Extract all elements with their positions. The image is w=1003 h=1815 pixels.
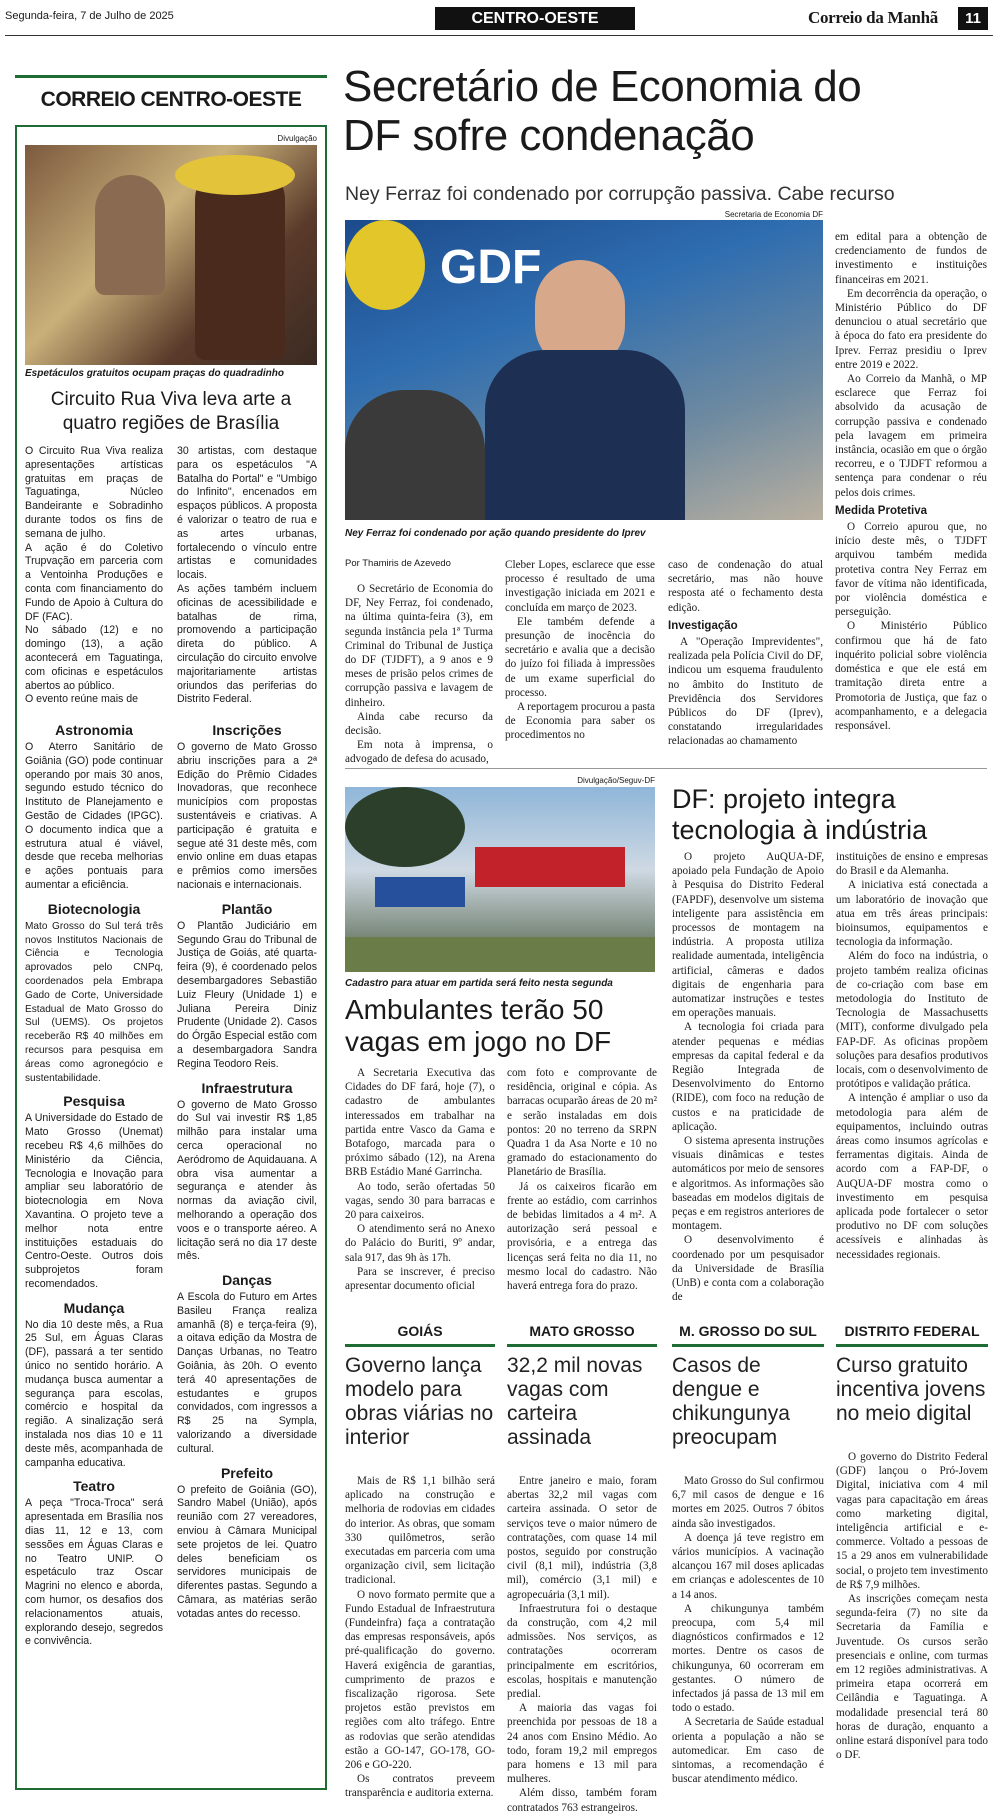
paragraph: A intenção é ampliar o uso da metodologia para além de equipamentos, incluindo outras áreas como insumos agrícolas e ferramentas digitais. Ainda de acordo com a FAP-DF, o AuQUA-DF mostra como o investimento em pesquisa aplicada pode fortalecer o setor produtivo no DF com soluções acessíveis e alinhadas às necessidades regionais. <box>836 1092 988 1261</box>
man-suit <box>485 350 685 520</box>
brief-text: O Plantão Judiciário em Segundo Grau do Tribunal de Justiça de Goiás, até quarta-feira (9), é coordenado pelos desembargadores Sebastião Luiz Fleury (Unidade 1) e Juliana Pereira Diniz Prudente (Unidade 2). Casos do Órgão Especial estão com a desembargadora Sandra Regina Teodoro Reis. <box>177 919 317 1070</box>
tent-red <box>475 847 625 887</box>
brief-title: Biotecnologia <box>47 900 141 917</box>
bottom-ms <box>672 1323 824 1786</box>
main-col3 <box>668 558 823 749</box>
sidebar-photo <box>25 145 317 365</box>
brief-text: O governo de Mato Grosso do Sul vai investir R$ 1,85 milhão para instalar uma cerca operacional no Aeródromo de Aquidauana. A obra visa aumentar a segurança e atender às normas da aviação civil, melhorando a operação dos voos e o transporte aéreo. A licitação será no dia 17 deste mês. <box>177 1098 317 1263</box>
main-col4 <box>835 230 987 733</box>
page-number: 11 <box>958 7 988 30</box>
paragraph: A maioria das vagas foi preenchida por pessoas de 18 a 24 anos com Ensino Médio. Ao todo, foram 19,2 mil empregos para homens e 13 mil para mulheres. <box>507 1702 657 1786</box>
brief-title: Mudança <box>63 1299 125 1316</box>
paragraph: O atendimento será no Anexo do Palácio do Buriti, 9º andar, sala 917, das 9h às 17h. <box>345 1223 495 1264</box>
sidebar-caption: Espetáculos gratuitos ocupam praças do quadradinho <box>25 368 284 379</box>
brief-body <box>345 1474 495 1801</box>
paragraph: A Secretaria Executiva das Cidades do DF fará, hoje (7), o cadastro de ambulantes interessados em trabalhar na partida entre Vasco da Gama e Botafogo, marcada para o próximo sábado (12), na Arena BRB Estádio Mané Garrincha. <box>345 1067 495 1179</box>
yellow-tree <box>345 220 425 310</box>
brief-title: Plantão <box>221 900 273 917</box>
main-photo <box>345 220 823 520</box>
brief-title: Pesquisa <box>63 1093 125 1110</box>
performer-left <box>95 175 165 295</box>
gdf-logo: GDF <box>440 241 542 294</box>
main-headline: Secretário de Economia do DF sofre condenação <box>343 62 862 160</box>
section-label: DISTRITO FEDERAL <box>844 1323 980 1339</box>
sidebar-intro-left <box>25 445 163 707</box>
intro-p2: A ação é do Coletivo Trupvação em parceria com a Ventoinha Produções e conta com financiamento do Fundo de Apoio à Cultura do DF (FAC). <box>25 541 163 623</box>
intro-p5: 30 artistas, com destaque para os espetáculos "A Batalha do Portal" e "Umbigo do Infinito", encenados em espaços públicos. A proposta é valorizar o teatro de rua e as artes urbanas, fortalecendo o vínculo entre artistas e comunidades locais. <box>177 445 317 582</box>
paragraph: A reportagem procurou a pasta de Economia para saber os procedimentos no <box>505 701 655 742</box>
intro-p3: No sábado (12) e no domingo (13), a ação acontecerá em Taguatinga, com oficinas e espetáculos abertos ao público. <box>25 624 163 692</box>
amb-col2 <box>507 1066 657 1293</box>
paragraph: A tecnologia foi criada para atender pequenas e médias empresas da capital federal e da Região Integrada de Desenvolvimento do Entorno (RIDE), com foco na redução de custos e na praticidade de aplicação. <box>672 1021 824 1133</box>
brand-logo: Correio da Manhã <box>808 8 938 27</box>
subhead-investigacao: Investigação <box>668 619 738 632</box>
amb-photo-credit: Divulgação/Seguv-DF <box>577 776 655 785</box>
paragraph: Ao todo, serão ofertadas 50 vagas, sendo 30 para barracas e 20 para caixeiros. <box>345 1180 495 1222</box>
tent-blue <box>375 877 465 907</box>
paragraph: A chikungunya também preocupa, com 5,4 mil diagnósticos confirmados e 12 mortes. Dentre os casos de chikungunya, 60 ocorreram em gestantes. O número de infectados já passa de 13 mil em todo o estado. <box>672 1602 824 1715</box>
brief-title: Astronomia <box>55 722 133 738</box>
brief-headline: Casos de dengue e chikungunya preocupam <box>672 1354 790 1449</box>
foreground-person <box>345 390 485 520</box>
tree <box>345 787 465 867</box>
brief-body <box>507 1474 657 1815</box>
tech-col1 <box>672 850 824 1305</box>
divider <box>345 768 987 769</box>
main-photo-credit: Secretaria de Economia DF <box>724 210 823 219</box>
sidebar-briefs-left <box>25 722 163 1649</box>
paragraph: A iniciativa está conectada a um laboratório de inovação que atua em três áreas principais: bioinsumos, equipamentos e tecnologia da informação. <box>836 879 988 949</box>
paragraph: em edital para a obtenção de credenciamento de fundos de investimento e instituições financeiras em 2021. <box>835 231 987 286</box>
ground <box>345 937 655 972</box>
paragraph: O governo do Distrito Federal (GDF) lançou o Pró-Jovem Digital, iniciativa com 4 mil vagas para capacitação em áreas como marketing digital, inteligência artificial e e-commerce. Voltado a pessoas de 15 a 29 anos em vulnerabilidade social, o projeto tem investimento de R$ 7,9 milhões. <box>836 1451 988 1591</box>
section-bar <box>672 1344 824 1347</box>
brief-text: A Universidade do Estado de Mato Grosso (Unemat) recebeu R$ 4,6 milhões do Ministério da Ciência, Tecnologia e Inovação para ampliar seu laboratório de biotecnologia em Nova Xavantina. O projeto teve a melhor nota entre instituições estaduais do Centro-Oeste. Outros dois subprojetos foram recomendados. <box>25 1112 163 1290</box>
bottom-mato-grosso <box>507 1323 657 1815</box>
brief-text: O prefeito de Goiânia (GO), Sandro Mabel (União), após reunião com 27 vereadores, enviou à Câmara Municipal sete projetos de lei. Quatro deles beneficiam os servidores municipais de diferentes pastas. Segundo a Câmara, as matérias serão votadas antes do recesso. <box>177 1483 317 1620</box>
bottom-goias <box>345 1323 495 1801</box>
section-label: M. GROSSO DO SUL <box>679 1323 817 1339</box>
byline: Por Thamiris de Azevedo <box>345 558 451 569</box>
main-subhead: Ney Ferraz foi condenado por corrupção passiva. Cabe recurso <box>345 183 895 205</box>
header-rule <box>5 35 993 36</box>
brief-headline: Governo lança modelo para obras viárias no interior <box>345 1354 494 1449</box>
section-bar <box>507 1344 657 1347</box>
brief-title: Inscrições <box>212 722 282 738</box>
paragraph: Infraestrutura foi o destaque da construção, com 4,2 mil admissões. Nos serviços, as contratações ocorreram principalmente em escritórios, escolas, hospitais e manutenção predial. <box>507 1602 657 1701</box>
paragraph: Já os caixeiros ficarão em frente ao estádio, com carrinhos de bebidas limitados a 4 m². A autorização será pessoal e provisória, e a entrega das licenças será feita no dia 11, no mesmo local do cadastro. Não haverá entrega fora do prazo. <box>507 1180 657 1293</box>
brief-headline: 32,2 mil novas vagas com carteira assinada <box>507 1354 643 1449</box>
date-line: Segunda-feira, 7 de Julho de 2025 <box>5 10 174 22</box>
paragraph: Além disso, também foram contratados 763 estrangeiros. <box>507 1787 657 1814</box>
brief-text: O Aterro Sanitário de Goiânia (GO) pode continuar operando por mais 30 anos, segundo estudo técnico do Instituto de Planejamento e Gestão de Cidades (IPGC). O documento indica que a estrutura atual é viável, desde que receba melhorias e ações pontuais para aumentar a eficiência. <box>25 741 163 891</box>
brief-text: A Escola do Futuro em Artes Basileu França realiza amanhã (8) e terça-feira (9), a oitava edição da Mostra de Danças Urbanas, no Teatro Goiânia, às 20h. O evento terá 40 apresentações de estudantes e grupos convidados, com ingressos a R$ 25 na Sympla, valorizando a diversidade cultural. <box>177 1291 317 1455</box>
hat <box>175 155 295 195</box>
sidebar-top-bar <box>15 75 327 78</box>
paragraph: Mais de R$ 1,1 bilhão será aplicado na construção e melhoria de rodovias em cidades do interior. As obras, que somam 330 quilômetros, serão executadas em parceria com uma organização civil, sem licitação tradicional. <box>345 1475 495 1587</box>
tech-col2 <box>836 850 988 1262</box>
sidebar-intro-right <box>177 445 317 707</box>
sidebar-briefs-right <box>177 722 317 1622</box>
paragraph: com foto e comprovante de residência, original e cópia. As barracas ocuparão áreas de 20 m² e serão instaladas em dois pontos: 20 no terreno da SRPN Quadra 1 da Asa Norte e 10 no gramado do estacionamento do Planetário de Brasília. <box>507 1067 657 1179</box>
paragraph: Entre janeiro e maio, foram abertas 32,2 mil vagas com carteira assinada. O setor de serviços teve o maior número de contratações, com quase 14 mil postos, seguido por construção civil (8,1 mil), indústria (3,8 mil), comércio (3,1 mil) e agropecuária (3,1 mil). <box>507 1475 657 1601</box>
tech-headline: DF: projeto integra tecnologia à indústria <box>672 784 928 845</box>
section-label: CENTRO-OESTE <box>471 10 599 27</box>
paragraph: Para se inscrever, é preciso apresentar documento oficial <box>345 1265 495 1293</box>
sidebar-photo-credit: Divulgação <box>277 134 317 143</box>
brief-text: Mato Grosso do Sul terá três novos Institutos Nacionais de Ciência e Tecnologia aprovados pelo CNPq, coordenados pela Embrapa Gado de Corte, Universidade Estadual de Mato Grosso do Sul (UEMS). Os projetos receberão R$ 40 milhões em recursos para pesquisa em áreas como agronegócio e sustentabilidade. <box>25 920 163 1084</box>
paragraph: instituições de ensino e empresas do Brasil e da Alemanha. <box>836 851 988 878</box>
main-caption: Ney Ferraz foi condenado por ação quando presidente do Iprev <box>345 528 646 539</box>
main-col2 <box>505 558 655 743</box>
paragraph: O Ministério Público confirmou que há de fato inquérito policial sobre violência doméstica e que ele está em tramitação direta entre a Promotoria de Justiça, que faz o acompanhamento, e a delegacia responsável. <box>835 620 987 732</box>
intro-p1: O Circuito Rua Viva realiza apresentações artísticas gratuitas em praças de Taguatinga, Núcleo Bandeirante e Sobradinho durante todos os fins de semana de julho. <box>25 445 163 540</box>
paragraph: Ainda cabe recurso da decisão. <box>345 710 493 738</box>
paragraph: caso de condenação do atual secretário, mas não houve resposta até o fechamento desta edição. <box>668 559 823 614</box>
brief-title: Teatro <box>73 1478 115 1495</box>
amb-caption: Cadastro para atuar em partida será feito nesta segunda <box>345 978 613 989</box>
paragraph: As inscrições começam nesta segunda-feira (7) no site da Secretaria da Família e Juventude. Os cursos serão presenciais e online, com turmas em 12 regiões administrativas. A primeira etapa ocorrerá em Ceilândia e Taguatinga. A modalidade presencial terá 80 horas de duração, enquanto a online estará disponível para todo o DF. <box>836 1593 988 1762</box>
paragraph: A Secretaria de Saúde estadual orienta a população a não se automedicar. Em caso de sintomas, a recomendação é buscar atendimento médico. <box>672 1716 824 1786</box>
brief-body <box>672 1474 824 1786</box>
paragraph: O novo formato permite que a Fundo Estadual de Infraestrutura (Fundeinfra) faça a contratação das empresas responsáveis, após pré-qualificação do governo. Haverá exigência de garantias, cumprimento de prazos e fiscalização rigorosa. Sete projetos estão previstos em regiões com alto tráfego. Entre as rodovias que serão atendidas estão a GO-147, GO-178, GO-206 e GO-220. <box>345 1588 495 1772</box>
paragraph: O Correio apurou que, no início deste mês, o TJDFT arquivou também medida protetiva contra Ney Ferraz em favor de vítima não identificada, por violência doméstica e perseguição. <box>835 521 987 619</box>
paragraph: Em nota à imprensa, o advogado de defesa do acusado, <box>345 739 493 766</box>
bottom-df <box>836 1323 988 1762</box>
paragraph: Ele também defende a presunção de inocência do secretário e avalia que a decisão do juízo foi filiada à impressões de um exame superficial do processo. <box>505 615 655 699</box>
brief-text: No dia 10 deste mês, a Rua 25 Sul, em Águas Claras (DF), passará a ter sentido único no sentido horário. A mudança busca aumentar a segurança para escolas, comércio e hospital da região. A sinalização será instalada nos dias 10 e 11 deste mês, acompanhada de campanha educativa. <box>25 1318 163 1469</box>
section-bar <box>836 1344 988 1347</box>
paragraph: Ao Correio da Manhã, o MP esclarece que Ferraz foi absolvido da acusação de corrupção passiva e condenado pela lavagem em primeira instância, ocasião em que o órgão recorreu, e o TJDFT reformou a sentença para condenar o réu pelos dois crimes. <box>835 373 987 499</box>
amb-photo <box>345 787 655 972</box>
paragraph: Os contratos preveem transparência e auditoria externa. <box>345 1773 495 1800</box>
amb-headline: Ambulantes terão 50 vagas em jogo no DF <box>345 994 612 1057</box>
section-bar <box>345 1344 495 1347</box>
subhead-medida: Medida Protetiva <box>835 504 928 517</box>
main-col1 <box>345 582 493 767</box>
paragraph: Mato Grosso do Sul confirmou 6,7 mil casos de dengue e 16 mortes em 2025. Outros 7 óbitos ainda são investigados. <box>672 1475 824 1530</box>
paragraph: Em decorrência da operação, o Ministério Público do DF denunciou o atual secretário que à época do fato era presidente do Iprev. Ferraz presidiu o Iprev entre 2019 e 2022. <box>835 287 987 371</box>
paragraph: A "Operação Imprevidentes", realizada pela Polícia Civil do DF, indicou um esquema fraudulento no âmbito do Instituto de Previdência dos Servidores Públicos do DF (Iprev), constatando irregularidades relacionadas ao chamamento <box>668 636 823 748</box>
paragraph: O projeto AuQUA-DF, apoiado pela Fundação de Apoio à Pesquisa do Distrito Federal (FAPDF), desenvolve um sistema inteligente para assistência em processos de montagem na indústria. A proposta utiliza realidade aumentada, inteligência artificial, câmeras e dados digitais de engenharia para automatizar instruções e testes em operações manuais. <box>672 851 824 1020</box>
section-label: GOIÁS <box>397 1323 443 1339</box>
paragraph: Cleber Lopes, esclarece que esse processo é resultado de uma investigação iniciada em 2021 e concluída em março de 2023. <box>505 559 655 614</box>
brief-body <box>836 1450 988 1762</box>
brief-title: Danças <box>222 1272 272 1289</box>
brief-headline: Curso gratuito incentiva jovens no meio digital <box>836 1354 986 1425</box>
brief-text: A peça "Troca-Troca" será apresentada em Brasília nos dias 11, 12 e 13, com sessões em Águas Claras e no Teatro UNIP. O espetáculo traz Oscar Magrini no elenco e aborda, com humor, os desafios dos relacionamentos atuais, explorando desejo, segredos e convivência. <box>25 1497 163 1648</box>
amb-col1 <box>345 1066 495 1293</box>
paragraph: O desenvolvimento é coordenado por um pesquisador da Universidade de Brasília (UnB) e conta com a colaboração de <box>672 1234 824 1304</box>
paragraph: O Secretário de Economia do DF, Ney Ferraz, foi condenado, na última quinta-feira (3), em segunda instância pela 1ª Turma Criminal do Tribunal de Justiça do DF (TJDFT), a 9 anos e 9 meses de prisão pelos crimes de corrupção passiva e lavagem de dinheiro. <box>345 583 493 709</box>
section-banner <box>435 7 635 30</box>
brief-text: O governo de Mato Grosso abriu inscrições para a 2ª Edição do Prêmio Cidades Inovadoras, que reconhece municípios com propostas sustentáveis e criativas. A participação é gratuita e segue até 31 deste mês, com envio online em duas etapas e prêmios como imersões nacionais e internacionais. <box>177 741 317 891</box>
sidebar-headline: Circuito Rua Viva leva arte a quatro regiões de Brasília <box>50 389 292 434</box>
paragraph: Além do foco na indústria, o projeto também realiza oficinas de co-criação com base em metodologia do Instituto de Tecnologia de Massachusetts (MIT), conforme divulgado pela FAP-DF. As oficinas propõem soluções para desafios produtivos locais, com o desenvolvimento de protótipos e validação prática. <box>836 950 988 1091</box>
intro-p6: As ações também incluem oficinas de acessibilidade e batalhas de rima, promovendo a participação direta do público. A circulação do circuito envolve majoritariamente artistas oriundos das periferias do Distrito Federal. <box>177 582 317 706</box>
sidebar-title: CORREIO CENTRO-OESTE <box>40 88 302 111</box>
intro-p4: O evento reúne mais de <box>25 693 139 706</box>
brief-title: Infraestrutura <box>201 1079 293 1096</box>
brief-title: Prefeito <box>220 1464 274 1481</box>
paragraph: O sistema apresenta instruções visuais dinâmicas e testes automáticos por meio de sensores e algoritmos. As informações são baseadas em modelos digitais de peças e em registros anteriores de montagem. <box>672 1135 824 1233</box>
section-label: MATO GROSSO <box>529 1323 635 1339</box>
paragraph: A doença já teve registro em vários municípios. A vacinação alcançou 167 mil doses aplicadas em crianças e adolescentes de 10 a 14 anos. <box>672 1531 824 1601</box>
